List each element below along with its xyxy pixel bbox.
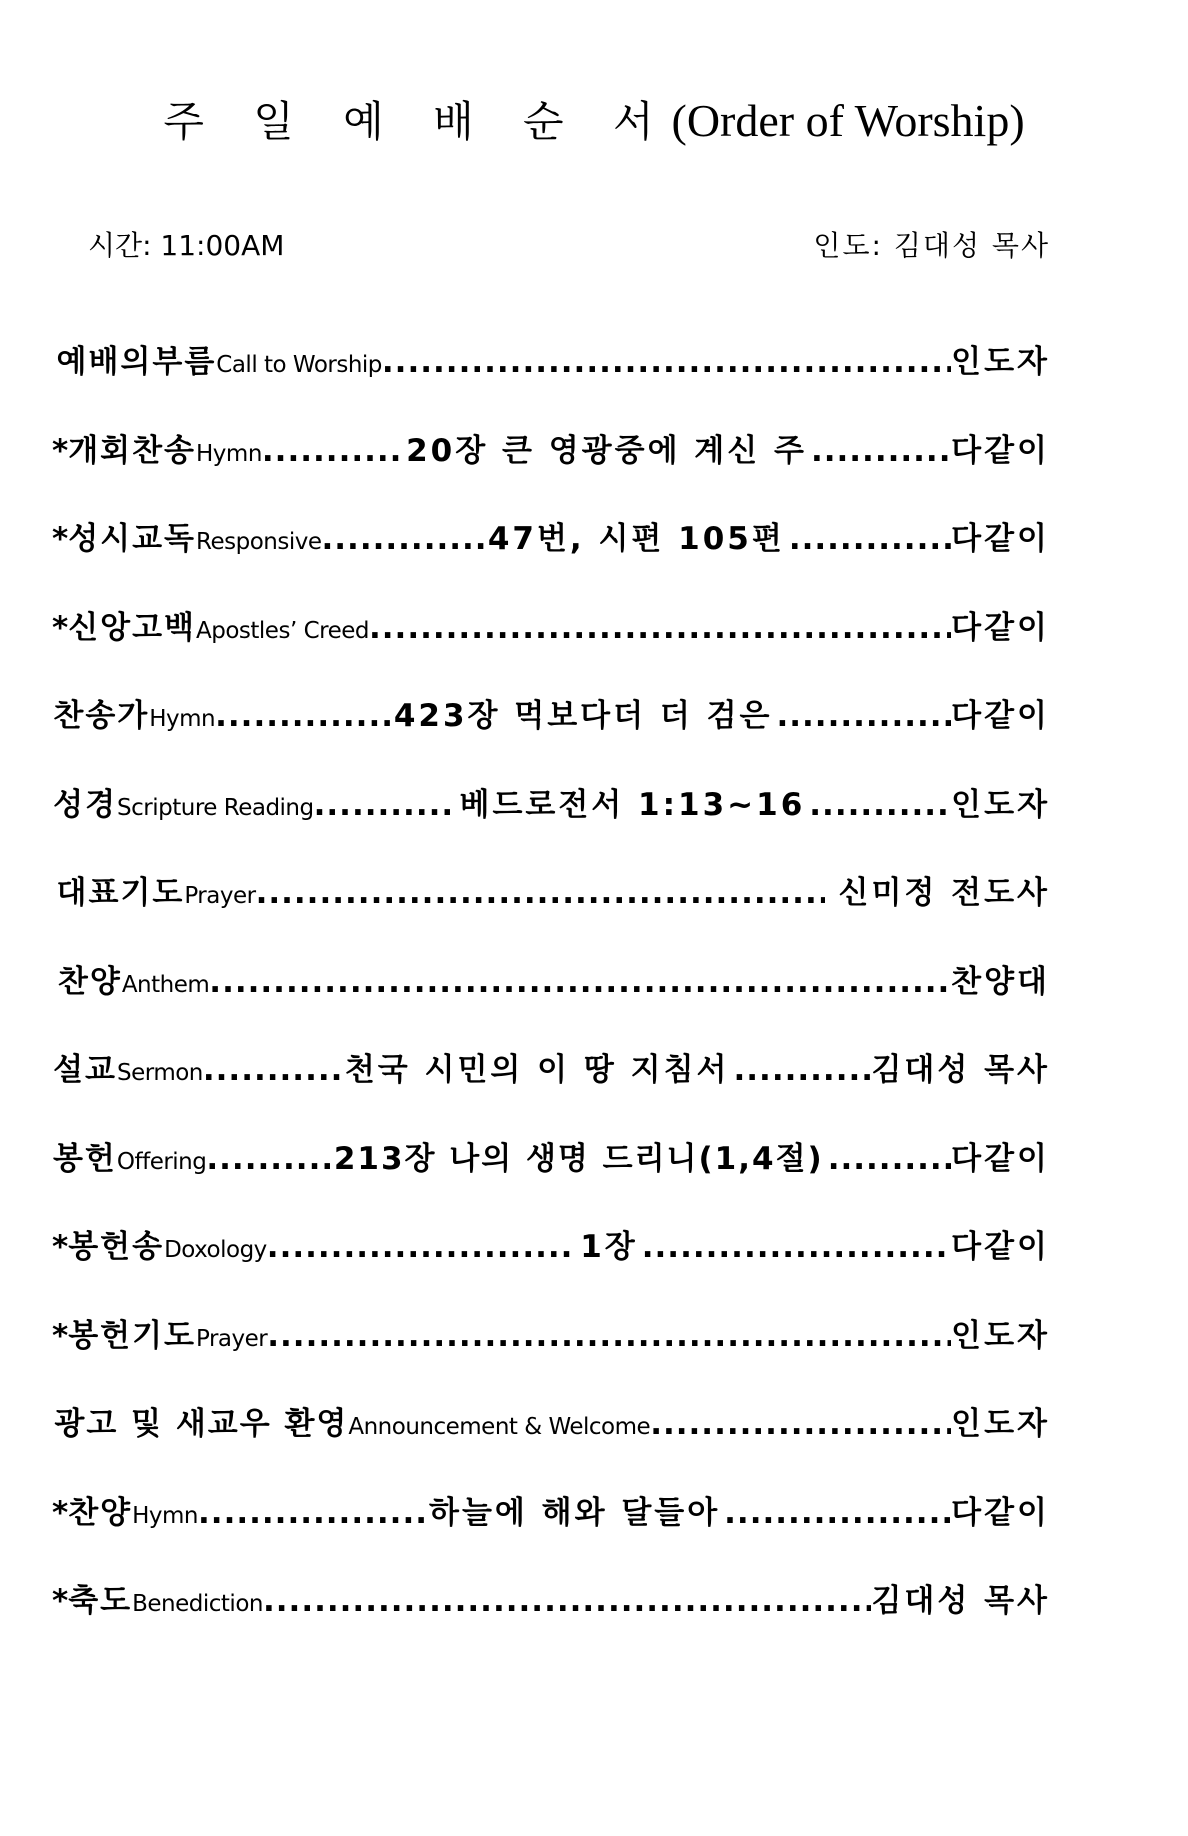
- item-detail: 20장 큰 영광중에 계신 주: [406, 432, 807, 469]
- order-item-announcements: [52, 1402, 1050, 1491]
- order-item-offering-prayer: [52, 1314, 1050, 1403]
- order-item-prayer: [52, 871, 1050, 960]
- order-item-hymn: [52, 694, 1050, 783]
- dot-leader: [198, 1491, 425, 1535]
- item-leader: 인도자: [951, 1406, 1050, 1442]
- item-korean-name: 찬송가: [53, 698, 150, 734]
- dot-leader: [203, 1048, 341, 1092]
- item-korean-name: 성경: [53, 786, 118, 823]
- item-korean-name: 찬양: [68, 1494, 133, 1531]
- item-detail: 베드로전서 1:13~16: [459, 786, 806, 823]
- item-english-name: Prayer: [196, 1325, 268, 1352]
- order-item-scripture-reading: [52, 783, 1050, 872]
- order-item-call-to-worship: [52, 340, 1050, 429]
- item-korean-name: 봉헌: [52, 1140, 117, 1177]
- standing-mark: *: [52, 609, 69, 646]
- standing-mark: *: [52, 521, 69, 557]
- dot-leader: [382, 340, 951, 384]
- item-detail: 213장 나의 생명 드리니(1,4절): [333, 1140, 824, 1177]
- standing-mark: *: [52, 1229, 69, 1265]
- order-item-doxology: [52, 1225, 1050, 1314]
- item-detail: 47번, 시편 105편: [487, 521, 785, 557]
- dot-leader: [262, 429, 402, 473]
- item-korean-name: 설교: [53, 1052, 118, 1088]
- dot-leader: [263, 1579, 871, 1623]
- order-item-responsive-reading: [52, 517, 1050, 606]
- item-korean-name: 찬양: [57, 963, 122, 1000]
- order-item-offering: [52, 1137, 1050, 1226]
- service-time: 시간: 11:00AM: [88, 229, 285, 262]
- item-english-name: Sermon: [117, 1060, 203, 1086]
- item-korean-name: 봉헌기도: [68, 1317, 197, 1354]
- dot-leader: [267, 1225, 576, 1269]
- item-english-name: Hymn: [196, 440, 262, 467]
- title-korean: 주 일 예 배 순 서: [163, 97, 672, 146]
- item-leader: 다같이: [951, 609, 1050, 646]
- item-english-name: Anthem: [121, 971, 210, 998]
- item-english-name: Call to Worship: [216, 352, 382, 378]
- item-detail: 1장: [580, 1229, 638, 1265]
- order-item-anthem: [52, 960, 1050, 1049]
- item-english-name: Apostles’ Creed: [196, 617, 369, 644]
- item-english-name: Announcement & Welcome: [348, 1414, 651, 1440]
- item-korean-name: 대표기도: [56, 875, 185, 911]
- item-english-name: Hymn: [149, 706, 216, 732]
- dot-leader: [724, 1491, 951, 1535]
- item-leader: 다같이: [951, 698, 1050, 734]
- dot-leader: [776, 694, 951, 738]
- standing-mark: *: [52, 1317, 69, 1354]
- item-korean-name: 축도: [68, 1583, 133, 1619]
- item-leader: 인도자: [951, 1317, 1050, 1354]
- item-leader: 찬양대: [951, 963, 1050, 1000]
- item-english-name: Benediction: [132, 1591, 263, 1617]
- item-korean-name: 봉헌송: [68, 1229, 165, 1265]
- dot-leader: [209, 960, 951, 1004]
- item-english-name: Prayer: [184, 883, 256, 909]
- order-item-opening-hymn: [52, 429, 1050, 518]
- order-item-closing-hymn: [52, 1491, 1050, 1580]
- item-korean-name: 개회찬송: [68, 432, 197, 469]
- item-leader: 다같이: [951, 521, 1050, 557]
- item-korean-name: 광고 및 새교우 환영: [54, 1406, 349, 1442]
- dot-leader: [369, 606, 951, 650]
- item-korean-name: 신앙고백: [68, 609, 197, 646]
- item-english-name: Doxology: [164, 1237, 267, 1263]
- service-leader: 인도: 김대성 목사: [813, 229, 1050, 262]
- item-detail: 423장 먹보다더 더 검은: [393, 698, 773, 734]
- item-english-name: Responsive: [196, 529, 322, 555]
- page-title: [0, 95, 1188, 146]
- item-leader: 김대성 목사: [871, 1052, 1051, 1088]
- dot-leader: [828, 1137, 951, 1181]
- dot-leader: [321, 517, 483, 561]
- item-english-name: Scripture Reading: [117, 794, 314, 821]
- standing-mark: *: [52, 1494, 69, 1531]
- item-detail: 하늘에 해와 달들아: [429, 1494, 721, 1531]
- dot-leader: [650, 1402, 951, 1446]
- order-item-benediction: [52, 1579, 1050, 1668]
- dot-leader: [314, 783, 456, 827]
- dot-leader: [734, 1048, 872, 1092]
- item-english-name: Hymn: [132, 1502, 199, 1529]
- order-item-sermon: [52, 1048, 1050, 1137]
- dot-leader: [267, 1314, 951, 1358]
- dot-leader: [809, 783, 951, 827]
- item-korean-name: 예배의부름: [56, 344, 217, 380]
- dot-leader: [811, 429, 951, 473]
- item-detail: 천국 시민의 이 땅 지침서: [344, 1052, 730, 1088]
- item-leader: 다같이: [951, 1229, 1050, 1265]
- standing-mark: *: [52, 432, 69, 469]
- order-of-worship-list: [52, 340, 1050, 1668]
- dot-leader: [789, 517, 951, 561]
- item-leader: 다같이: [951, 1494, 1050, 1531]
- item-leader: 다같이: [951, 1140, 1050, 1177]
- item-leader: 인도자: [951, 786, 1051, 823]
- dot-leader: [206, 1137, 329, 1181]
- item-english-name: Offering: [116, 1148, 207, 1175]
- order-item-apostles-creed: [52, 606, 1050, 695]
- dot-leader: [256, 871, 825, 915]
- dot-leader: [642, 1225, 951, 1269]
- dot-leader: [215, 694, 390, 738]
- item-leader: 인도자: [951, 344, 1050, 380]
- item-korean-name: 성시교독: [68, 521, 197, 557]
- standing-mark: *: [52, 1583, 69, 1619]
- item-leader: 신미정 전도사: [838, 875, 1050, 911]
- item-leader: 김대성 목사: [871, 1583, 1050, 1619]
- title-english: (Order of Worship): [671, 95, 1025, 146]
- item-leader: 다같이: [951, 432, 1050, 469]
